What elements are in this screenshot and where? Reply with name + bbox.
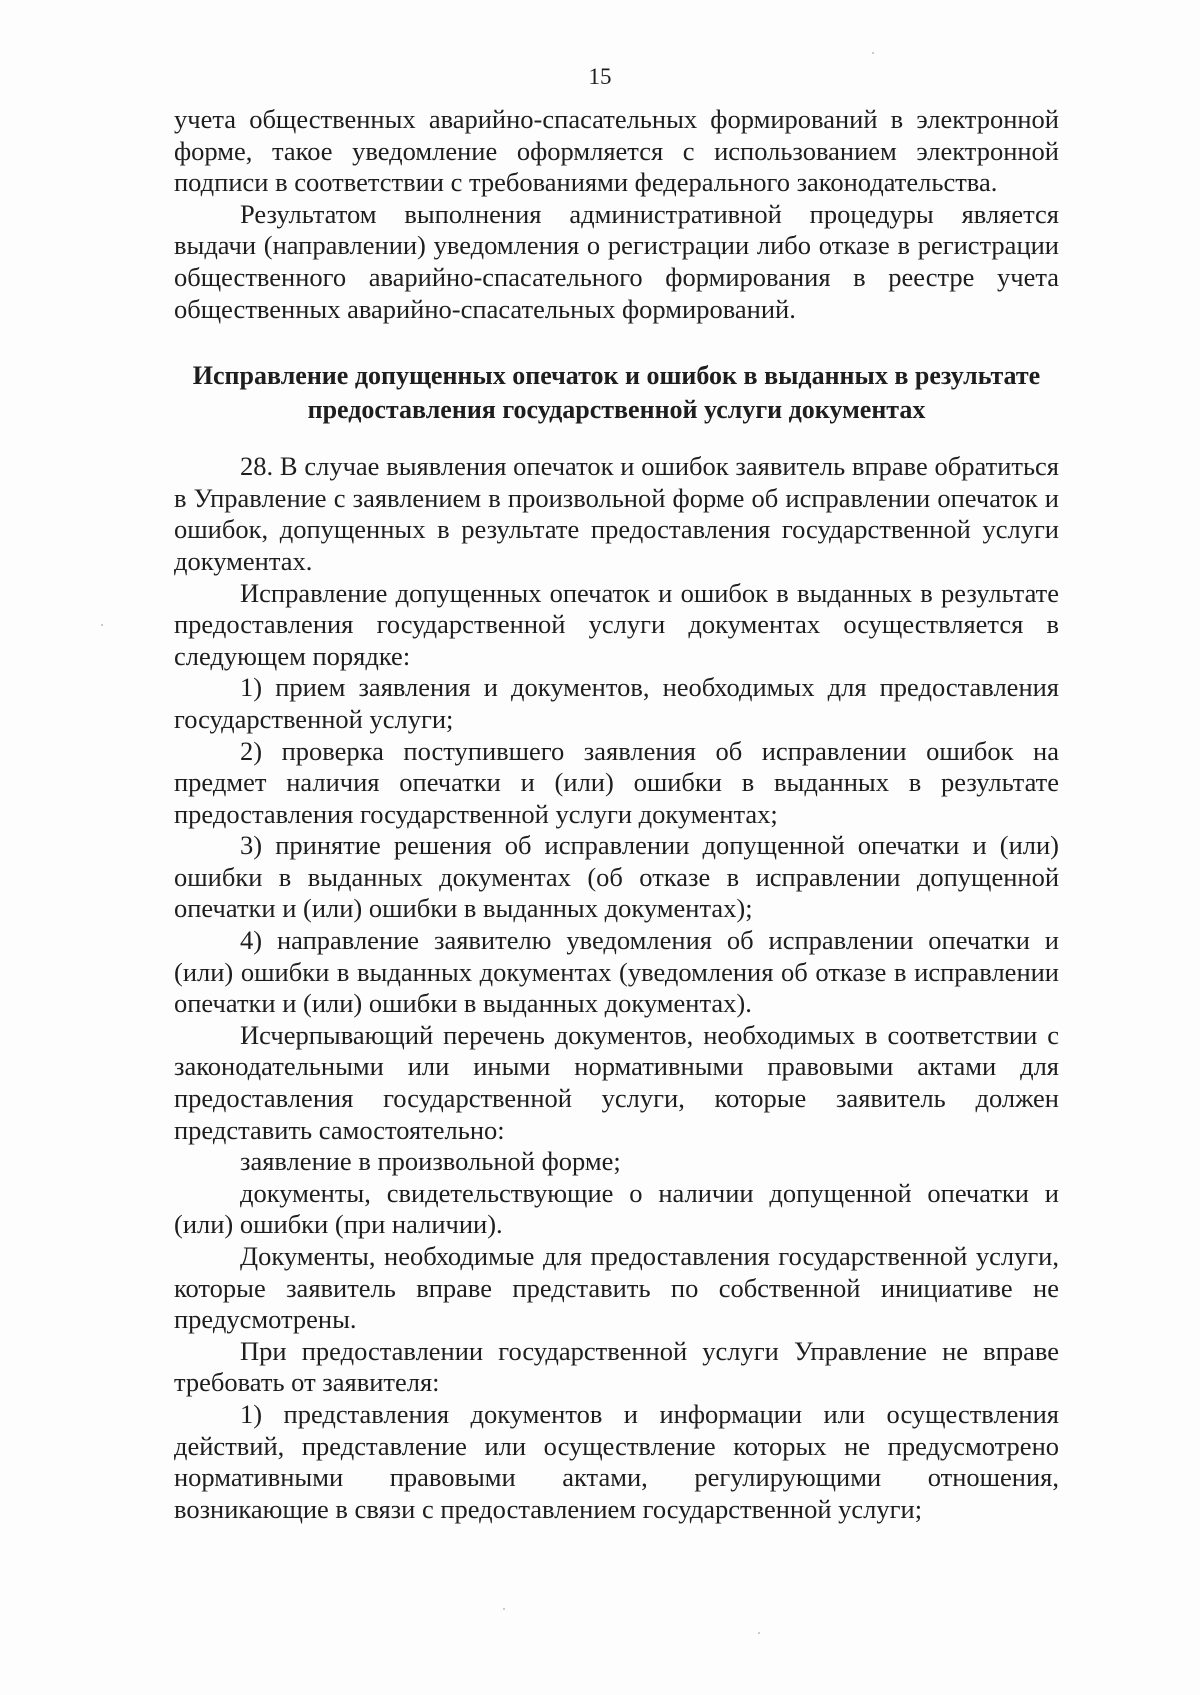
list-item: документы, свидетельствующие о наличии допущенной опечатки и (или) ошибки (при наличии).: [174, 1177, 1059, 1240]
scan-speck: [101, 624, 103, 626]
list-item: 1) прием заявления и документов, необходимых для предоставления государственной услуги;: [174, 672, 1059, 734]
section-heading: Исправление допущенных опечаток и ошибок в выданных в результате предоставления государственной услуги документах: [192, 361, 1041, 425]
paragraph: 28. В случае выявления опечаток и ошибок заявитель вправе обратиться в Управление с заявлением в произвольной форме об исправлении опечаток и ошибок, допущенных в результате предоставления государственной услуги документах.: [174, 451, 1059, 576]
paragraph: Исправление допущенных опечаток и ошибок в выданных в результате предоставления государственной услуги документах осуществляется в следующем порядке:: [174, 577, 1059, 671]
paragraph: Документы, необходимые для предоставления государственной услуги, которые заявитель вправе представить по собственной инициативе не предусмотрены.: [174, 1241, 1059, 1335]
scan-speck: [503, 1608, 505, 1610]
page-number: 15: [588, 64, 612, 89]
document-body: [174, 104, 1059, 1525]
list-item: 2) проверка поступившего заявления об исправлении ошибок на предмет наличия опечатки и (или) ошибки в выданных в результате предоставления государственной услуги документах;: [174, 735, 1059, 829]
list-item: 4) направление заявителю уведомления об исправлении опечатки и (или) ошибки в выданных документах (уведомления об отказе в исправлении опечатки и (или) ошибки в выданных документах).: [174, 925, 1059, 1019]
paragraph: учета общественных аварийно-спасательных формирований в электронной форме, такое уведомление оформляется с использованием электронной подписи в соответствии с требованиями федерального законодательства.: [174, 104, 1059, 198]
scan-speck: [872, 52, 874, 54]
scan-speck: [758, 1632, 760, 1634]
paragraph: Исчерпывающий перечень документов, необходимых в соответствии с законодательными или иными нормативными правовыми актами для предоставления государственной услуги, которые заявитель должен представить самостоятельно:: [174, 1019, 1059, 1145]
list-item: заявление в произвольной форме;: [240, 1146, 621, 1177]
list-item: 1) представления документов и информации или осуществления действий, представление или осуществление которых не предусмотрено нормативными правовыми актами, регулирующими отношения, возникающие в связи с предоставлением государственной услуги;: [174, 1398, 1059, 1524]
list-item: 3) принятие решения об исправлении допущенной опечатки и (или) ошибки в выданных документах (об отказе в исправлении допущенной опечатки и (или) ошибки в выданных документах);: [174, 830, 1059, 924]
paragraph: Результатом выполнения административной процедуры является выдачи (направлении) уведомления о регистрации либо отказе в регистрации общественного аварийно-спасательного формирования в реестре учета общественных аварийно-спасательных формирований.: [174, 198, 1059, 324]
paragraph: При предоставлении государственной услуги Управление не вправе требовать от заявителя:: [174, 1335, 1059, 1398]
